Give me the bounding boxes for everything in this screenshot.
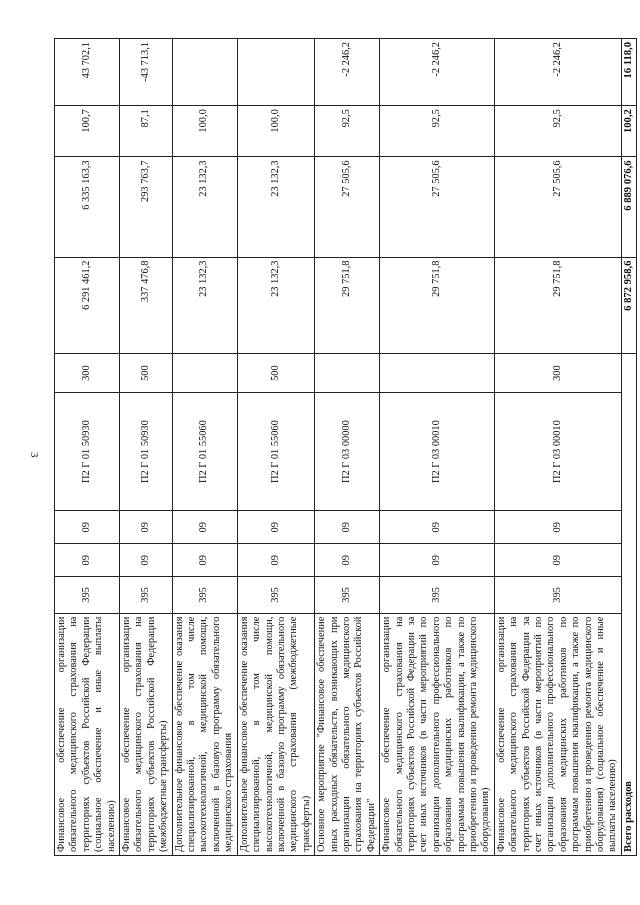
row-fact: 27 505,6 xyxy=(315,157,380,257)
table-row xyxy=(315,39,380,856)
table-row xyxy=(120,39,173,856)
row-grbs: 395 xyxy=(172,577,237,613)
row-subsection: 09 xyxy=(315,511,380,544)
row-name: Финансовое обеспечение организации обязательного медицинского страхования на территориях субъектов Российской Федерации (социальное обеспечение и иные выплаты населению) xyxy=(55,613,120,855)
total-label: Всего расходов xyxy=(621,354,636,856)
row-target-article: П2 Г 01 55060 xyxy=(172,392,237,510)
row-plan: 29 751,8 xyxy=(315,257,380,354)
page-number: 3 xyxy=(28,452,40,458)
row-grbs: 395 xyxy=(55,577,120,613)
row-expense-type: 300 xyxy=(55,354,120,393)
row-grbs: 395 xyxy=(494,577,621,613)
row-section: 09 xyxy=(494,544,621,577)
row-grbs: 395 xyxy=(315,577,380,613)
row-name: Финансовое обеспечение организации обязательного медицинского страхования на территориях субъектов Российской Федерации (межбюджетные трансферты) xyxy=(120,613,173,855)
table-row xyxy=(172,39,237,856)
row-subsection: 09 xyxy=(494,511,621,544)
row-subsection: 09 xyxy=(380,511,495,544)
row-percent: 100,7 xyxy=(55,106,120,157)
row-fact: 23 132,3 xyxy=(237,157,314,257)
row-grbs: 395 xyxy=(380,577,495,613)
table-row xyxy=(55,39,120,856)
row-deviation: -2 246,2 xyxy=(315,39,380,106)
total-dev: 16 118,0 xyxy=(621,39,636,106)
row-expense-type: 500 xyxy=(120,354,173,393)
row-fact: 6 335 163,3 xyxy=(55,157,120,257)
row-subsection: 09 xyxy=(237,511,314,544)
row-expense-type: 500 xyxy=(237,354,314,393)
row-deviation xyxy=(172,39,237,106)
row-fact: 293 763,7 xyxy=(120,157,173,257)
row-deviation: -2 246,2 xyxy=(494,39,621,106)
row-deviation: -43 713,1 xyxy=(120,39,173,106)
row-name: Финансовое обеспечение организации обязательного медицинского страхования на территориях субъектов Российской Федерации за счет иных источников (в части мероприятий по организации дополнительного профессионального образования медицинских работников по программам повышения квалификации, а также по приобретению и проведению ремонта медицинского оборудования) xyxy=(380,613,495,855)
total-pct: 100,2 xyxy=(621,106,636,157)
row-percent: 92,5 xyxy=(380,106,495,157)
row-plan: 23 132,3 xyxy=(237,257,314,354)
row-grbs: 395 xyxy=(120,577,173,613)
table-row xyxy=(494,39,621,856)
row-percent: 100,0 xyxy=(172,106,237,157)
row-subsection: 09 xyxy=(172,511,237,544)
row-target-article: П2 Г 01 50930 xyxy=(55,392,120,510)
table-row xyxy=(237,39,314,856)
row-plan: 337 476,8 xyxy=(120,257,173,354)
row-name: Дополнительное финансовое обеспечение оказания специализированной, в том числе высокотехнологичной, медицинской помощи, включенной в базовую программу обязательного медицинского страхования xyxy=(172,613,237,855)
row-expense-type xyxy=(315,354,380,393)
row-plan: 29 751,8 xyxy=(380,257,495,354)
row-section: 09 xyxy=(120,544,173,577)
row-subsection: 09 xyxy=(55,511,120,544)
row-grbs: 395 xyxy=(237,577,314,613)
row-percent: 87,1 xyxy=(120,106,173,157)
row-percent: 92,5 xyxy=(494,106,621,157)
row-section: 09 xyxy=(315,544,380,577)
row-fact: 23 132,3 xyxy=(172,157,237,257)
row-plan: 6 291 461,2 xyxy=(55,257,120,354)
row-fact: 27 505,6 xyxy=(494,157,621,257)
row-deviation xyxy=(237,39,314,106)
rotated-table-container xyxy=(54,38,634,856)
row-name: Дополнительное финансовое обеспечение оказания специализированной, в том числе высокотехнологичной, медицинской помощи, включенной в базовую программу обязательного медицинского страхования (межбюджетные трансферты) xyxy=(237,613,314,855)
row-expense-type: 300 xyxy=(494,354,621,393)
row-fact: 27 505,6 xyxy=(380,157,495,257)
row-name: Основное мероприятие "Финансовое обеспечение иных расходных обязательств, возникающих при организации обязательного медицинского страхования на территориях субъектов Российской Федерации" xyxy=(315,613,380,855)
row-section: 09 xyxy=(172,544,237,577)
row-section: 09 xyxy=(237,544,314,577)
row-target-article: П2 Г 03 00000 xyxy=(315,392,380,510)
row-target-article: П2 Г 03 00010 xyxy=(494,392,621,510)
row-plan: 29 751,8 xyxy=(494,257,621,354)
row-percent: 100,0 xyxy=(237,106,314,157)
row-subsection: 09 xyxy=(120,511,173,544)
row-name: Финансовое обеспечение организации обязательного медицинского страхования на территориях субъектов Российской Федерации за счет иных источников (в части мероприятий по организации дополнительного профессионального образования медицинских работников по программам повышения квалификации, а также по приобретению и проведению ремонта медицинского оборудования) (социальное обеспечение и иные выплаты населению) xyxy=(494,613,621,855)
row-expense-type xyxy=(380,354,495,393)
total-fact: 6 889 076,6 xyxy=(621,157,636,257)
row-section: 09 xyxy=(380,544,495,577)
row-target-article: П2 Г 01 55060 xyxy=(237,392,314,510)
row-target-article: П2 Г 01 50930 xyxy=(120,392,173,510)
expenses-table xyxy=(54,38,637,856)
row-plan: 23 132,3 xyxy=(172,257,237,354)
row-section: 09 xyxy=(55,544,120,577)
row-target-article: П2 Г 03 00010 xyxy=(380,392,495,510)
row-expense-type xyxy=(172,354,237,393)
row-percent: 92,5 xyxy=(315,106,380,157)
total-plan: 6 872 958,6 xyxy=(621,257,636,354)
table-row xyxy=(380,39,495,856)
row-deviation: 43 702,1 xyxy=(55,39,120,106)
total-row xyxy=(621,39,636,856)
row-deviation: -2 246,2 xyxy=(380,39,495,106)
